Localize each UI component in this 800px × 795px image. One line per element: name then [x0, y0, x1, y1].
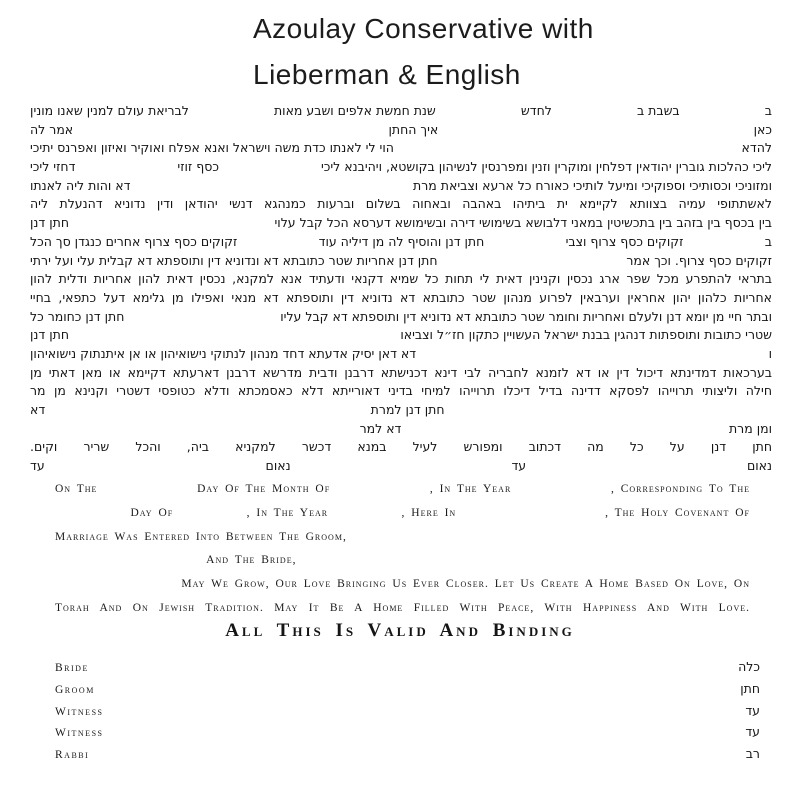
- hebrew-text-line: [30, 402, 772, 421]
- text-segment: ליכי כהלכות גוברין יהודאין דפלחין ומוקרין וזנין ומפרנסין לנשיהון בקושטא, ויהיבנא ליכי: [320, 159, 772, 175]
- hebrew-text-line: [30, 327, 772, 346]
- hebrew-text-line: [30, 178, 772, 197]
- signature-row-groom: [55, 681, 760, 703]
- template-title-line-2: Lieberman & English: [253, 59, 521, 90]
- text-segment: דא והות ליה לאנתו: [30, 177, 131, 193]
- hebrew-text-line: [30, 103, 772, 122]
- text-segment: , Corresponding To The: [610, 483, 750, 495]
- hebrew-text-line: [30, 159, 772, 178]
- text-segment: לחדש: [520, 103, 552, 118]
- text-segment: עד: [511, 458, 527, 474]
- hebrew-text-line: [30, 196, 772, 215]
- hebrew-text-line: [30, 365, 772, 384]
- text-segment: ומן מרת: [728, 420, 772, 436]
- text-segment: ב: [764, 233, 772, 249]
- hebrew-text-line: [30, 439, 772, 458]
- text-segment: בתראי להתפרע מכל שפר ארג נכסין וקנינין דאית לי תחות כל שמיא דקנאי ודעתיד אנא למקנא, נכסין דאית להון אחריות ודלית להון: [30, 271, 772, 287]
- hebrew-text-line: [30, 215, 772, 234]
- text-segment: חתן דנן למרת: [370, 402, 445, 417]
- text-segment: ב: [764, 103, 772, 118]
- hebrew-aramaic-text-block: [30, 103, 772, 477]
- signature-row-witness: [55, 724, 760, 746]
- english-text-line: [55, 531, 750, 555]
- text-segment: הוי לי לאנתו כדת משה וישראל ואנא אפלח ואוקיר ואיזון ואפרנס יתיכי: [30, 140, 394, 156]
- text-segment: , In The Year: [246, 506, 329, 519]
- text-segment: איך החתן: [388, 121, 439, 137]
- text-segment: שטרי כתובות ותוספתות דנהגין בבנת ישראל העשויין כתקון חז״ל וצביאו: [400, 327, 772, 343]
- text-segment: דא דאן יסיק אדעתא דחד מנהון לנתוקי נישואיהון או אן איתנתוק נישואיהון: [30, 345, 417, 361]
- signature-label-hebrew: רב: [745, 746, 760, 762]
- signature-label-hebrew: כלה: [738, 659, 760, 674]
- text-segment: , The Holy Covenant Of: [605, 506, 750, 519]
- text-segment: אמר לה: [30, 121, 74, 137]
- text-segment: ומזוניכי וכסותיכי וספוקיכי ומיעל לותיכי כאורח כל ארעא וצביאת מרת: [413, 177, 772, 193]
- text-segment: זקוקים כסף צרוף וצבי: [565, 233, 684, 249]
- text-segment: דא למר: [359, 420, 402, 436]
- text-segment: And The Bride,: [206, 554, 297, 567]
- hebrew-text-line: [30, 309, 772, 328]
- text-segment: Day Of The Month Of: [197, 483, 331, 495]
- text-segment: להדא: [741, 140, 772, 156]
- hebrew-text-line: [30, 346, 772, 365]
- hebrew-text-line: [30, 234, 772, 253]
- signature-row-witness: [55, 703, 760, 725]
- text-segment: חתן דנן כחומר כל: [30, 308, 125, 324]
- text-segment: חתן דנן על כל מה דכתוב ומפורש לעיל במנא דכשר למקניא ביה, והכל שריר וקים.: [30, 439, 772, 455]
- text-segment: חתן דנן והוסיף לה מן דיליה עוד: [318, 233, 485, 249]
- text-segment: חתן דנן אחריות שטר כתובתא דא ונדוניא דין ותוספתא דא קבלית עלי ועל ירתי: [30, 252, 438, 268]
- signature-label-hebrew: עד: [745, 724, 760, 740]
- hebrew-text-line: [30, 140, 772, 159]
- text-segment: כאן: [753, 121, 772, 137]
- template-title: [253, 6, 594, 98]
- signature-label-hebrew: עד: [745, 702, 760, 718]
- hebrew-text-line: [30, 421, 772, 440]
- english-text-block: [55, 483, 750, 626]
- text-segment: עד: [30, 458, 45, 474]
- english-text-line: [55, 507, 750, 531]
- signature-label-english: Witness: [55, 727, 104, 740]
- signature-label-english: Rabbi: [55, 749, 90, 762]
- text-segment: On The: [55, 483, 98, 495]
- text-segment: כסף זוזי: [177, 159, 219, 175]
- text-segment: זקוקים כסף צרוף אחרים כנגדן סך הכל: [30, 233, 238, 249]
- text-segment: בערכאות דמדינתא דיכול דין או דא לזמנא לחבריה לבי דינא דכנישתא דרבנן ודבית מדרשא דרבנן דארעתא דקיימא או מאן דאתי מן: [30, 364, 772, 380]
- text-segment: Marriage Was Entered Into Between The Groom,: [55, 530, 347, 543]
- template-title-line-1: Azoulay Conservative with: [253, 13, 594, 44]
- text-segment: לבריאת עולם למנין שאנו מונין: [30, 103, 189, 118]
- text-segment: שנת חמשת אלפים ושבע מאות: [273, 103, 436, 118]
- text-segment: Torah And On Jewish Tradition. May It Be A Home Filled With Peace, With Happiness And With Love.: [55, 601, 750, 614]
- text-segment: נאום: [746, 458, 772, 474]
- text-segment: חתן דנן: [30, 215, 69, 231]
- english-text-line: [55, 483, 750, 507]
- text-segment: לאשתתופי עמיה בצוותא לקיימא ית ביתיהו באהבה ובאחוה בשלום וברעות כמנהגא דנשי יהודאן ודין נדוניא דהנעלת ליה: [30, 196, 772, 212]
- signature-row-rabbi: [55, 746, 760, 768]
- text-segment: May We Grow, Our Love Bringing Us Ever Closer. Let Us Create A Home Based On Love, On: [181, 578, 750, 591]
- hebrew-text-line: [30, 290, 772, 309]
- english-text-line: [55, 554, 750, 578]
- signature-block: [55, 659, 760, 768]
- binding-declaration: All This Is Valid And Binding: [225, 620, 575, 641]
- text-segment: חילה וליצותי תרוייהו לפסקא דדינה בדיל דיכלו תרוייהו למיחי בדיני דאורייתא דלא כאסמכתא ודלא כטופסי דשטרי וקנינא מן מר: [30, 383, 772, 399]
- signature-label-english: Witness: [55, 705, 104, 718]
- text-segment: אחריות כלהון יהון אחראין וערבאין לפרוע מנהון שטר כתובתא דא נדוניא דין ותוספתא דא מנאי ואפילו מן גלימא דעל כתפאי, בחיי: [30, 289, 772, 305]
- english-text-line: [55, 578, 750, 602]
- text-segment: , Here In: [401, 506, 457, 519]
- text-segment: , In The Year: [429, 483, 512, 495]
- signature-label-english: Bride: [55, 662, 89, 674]
- signature-row-bride: [55, 659, 760, 681]
- text-segment: Day Of: [130, 506, 174, 519]
- hebrew-text-line: [30, 122, 772, 141]
- hebrew-text-line: [30, 253, 772, 272]
- text-segment: בין בכסף בין בזהב בין בתכשיטין במאני דלבושא בשימושי דירה ובשימושא דערסא הכל קבל עלוי: [274, 215, 772, 231]
- text-segment: ו: [768, 345, 772, 361]
- hebrew-text-line: [30, 383, 772, 402]
- text-segment: ובתר חיי מן יומא דנן ולעלם ואחריות וחומר שטר כתובתא דא נדוניא דין ותוספתא דא קבל עליו: [280, 308, 772, 324]
- hebrew-text-line: [30, 458, 772, 477]
- text-segment: חתן דנן: [30, 327, 69, 343]
- text-segment: דחזי ליכי: [30, 159, 76, 175]
- text-segment: זקוקים כסף צרוף. וכך אמר: [626, 252, 772, 268]
- text-segment: נאום: [265, 458, 291, 474]
- signature-label-english: Groom: [55, 683, 95, 696]
- text-segment: דא: [30, 402, 46, 417]
- text-segment: בשבת ב: [636, 103, 680, 118]
- hebrew-text-line: [30, 271, 772, 290]
- signature-label-hebrew: חתן: [740, 680, 760, 696]
